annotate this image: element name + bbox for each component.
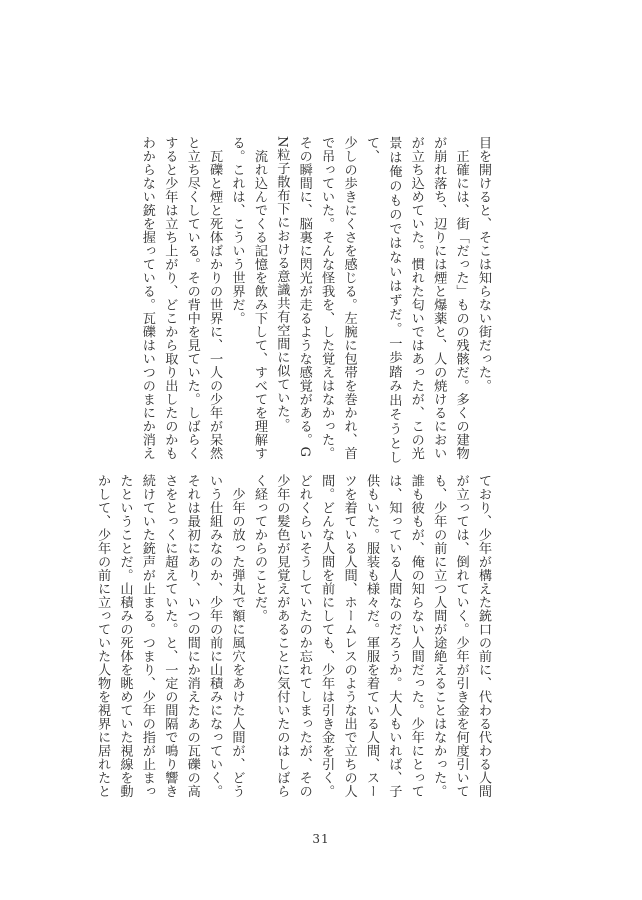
text-line: 続けていた銃声が止まる。つまり、少年の指が止まっ: [139, 474, 155, 798]
text-line: その瞬間に、脳裏に閃光が走るような感覚がある。G: [296, 136, 312, 458]
text-line: たということだ。山積みの死体を眺めていた視線を動: [117, 474, 133, 798]
text-line: は、知っている人間なのだろうか。大人もいれば、子: [386, 474, 402, 798]
text-line: 間。どんな人間を前にしても、少年は引き金を引く。: [319, 474, 335, 798]
text-line: N粒子散布下における意識共有空間に似ていた。: [274, 136, 290, 432]
text-line: かして、少年の前に立っていた人物を視界に居れたと: [95, 474, 111, 798]
text-block-upper: [139, 136, 494, 464]
text-line: 少年の髪色が見覚えがあることに気付いたのはしばら: [274, 474, 290, 798]
text-line: と立ち尽くしている。その背中を見ていた。しばらく: [184, 136, 200, 460]
text-line: 少しの歩きにくさを感じる。左腕に包帯を巻かれ、首: [341, 136, 357, 460]
text-line: 誰も彼もが、俺の知らない人間だった。少年にとって: [408, 474, 424, 798]
text-line: ており、少年が構えた銃口の前に、代わる代わる人間: [476, 474, 491, 798]
text-line: 瓦礫と煙と死体ばかりの世界に、一人の少年が呆然: [207, 136, 223, 460]
text-line: 正確には、街「だった」ものの残骸だ。多くの建物: [453, 136, 469, 460]
text-line: いう仕組みなのか、少年の前に山積みになっていく。: [207, 474, 223, 798]
text-line: 流れ込んでくる記憶を飲み下して、すべてを理解す: [251, 136, 267, 460]
text-line: る。これは、こういう世界だ。: [229, 136, 245, 325]
text-line: 供もいた。服装も様々だ。軍服を着ている人間、スー: [363, 474, 379, 798]
text-line: で吊っていた。そんな怪我を、した覚えはなかった。: [319, 136, 335, 460]
text-line: 目を開けると、そこは知らない街だった。: [476, 136, 491, 393]
text-line: すると少年は立ち上がり、どこから取り出したのかも: [162, 136, 178, 460]
text-line: 景は俺のものではないはずだ。一歩踏み出そうとして、: [363, 136, 402, 464]
text-block-lower: [95, 474, 494, 802]
text-line: が立ち込めていた。慣れた匂いではあったが、この光: [408, 136, 424, 460]
text-line: さをとっくに超えていた。と、一定の間隔で鳴り響き: [162, 474, 178, 798]
text-line: わからない銃を握っている。瓦礫はいつのまにか消え: [139, 136, 155, 460]
text-line: どれくらいそうしていたのか忘れてしまったが、その: [296, 474, 312, 798]
text-line: が崩れ落ち、辺りには煙と爆薬と、人の焼けるにおい: [431, 136, 447, 460]
text-line: が立っては、倒れていく。少年が引き金を何度引いて: [453, 474, 469, 798]
text-line: 少年の放った弾丸で額に風穴をあけた人間が、どう: [229, 474, 245, 798]
text-line: も、少年の前に立つ人間が途絶えることはなかった。: [431, 474, 447, 798]
page-number: 31: [312, 832, 330, 846]
text-line: く経ってからのことだ。: [251, 474, 267, 623]
text-line: ツを着ている人間、ホームレスのような出で立ちの人: [341, 474, 357, 798]
text-line: それは最初にあり、いつの間にか消えたあの瓦礫の高: [184, 474, 200, 798]
